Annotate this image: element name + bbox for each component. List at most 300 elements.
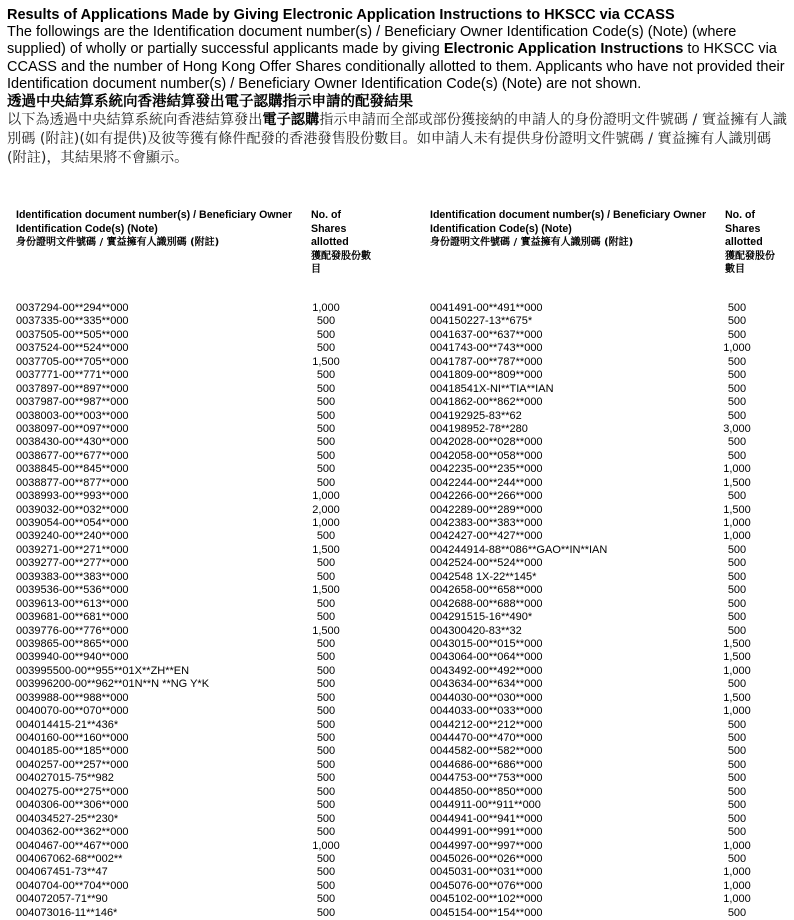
id-number: 004192925-83**62 [430,409,522,422]
table-row [430,369,790,382]
shares-allotted: 500 [316,691,336,704]
id-number: 004198952-78**280 [430,422,528,435]
id-number: 0040275-00**275**000 [16,785,129,798]
id-number: 0039240-00**240**000 [16,530,129,543]
table-row [430,705,790,718]
intro-text-2: to HKSCC via CCASS and the number of Hong Kong Offer Shares conditionally allotted to them. Applicants who have not provided their Identification document number(s) / Beneficiary Owner Identification Code(s) (Note) are not shown. [7,41,785,92]
shares-allotted: 1,500 [723,503,751,516]
table-row [16,369,376,382]
table-row [430,840,790,853]
id-number: 0039776-00**776**000 [16,624,129,637]
table-row [16,665,376,678]
id-number: 0039383-00**383**000 [16,570,129,583]
table-row [16,557,376,570]
shares-allotted: 500 [316,866,336,879]
shares-allotted: 500 [316,705,336,718]
shares-allotted: 500 [316,597,336,610]
table-row [430,342,790,355]
table-row [16,732,376,745]
id-number: 0040704-00**704**000 [16,879,129,892]
shares-allotted: 500 [727,557,747,570]
id-number: 0044753-00**753**000 [430,772,543,785]
shares-allotted: 500 [316,906,336,919]
table-row [16,571,376,584]
id-number: 0037771-00**771**000 [16,369,129,382]
id-number: 0043015-00**015**000 [430,637,543,650]
table-row [430,611,790,624]
chinese-text-2: 指示申請而全部或部份獲接納的申請人的身份證明文件號碼 / 實益擁有人識別碼 (附註)(如有提供)及彼等獲有條件配發的香港發售股份數目。如申請人未有提供身份證明文件號碼 / 實益擁有人識別碼 (附註)，其結果將不會顯示。 [7,112,787,167]
shares-allotted: 500 [316,637,336,650]
intro-paragraph [7,24,789,93]
shares-allotted: 500 [316,745,336,758]
table-row [16,477,376,490]
table-row [430,356,790,369]
id-number: 0037505-00**505**000 [16,328,129,341]
shares-allotted: 500 [316,758,336,771]
table-row [16,490,376,503]
table-row [16,544,376,557]
chinese-text-bold: 電子認購 [262,112,320,129]
left-id-header-en: Identification document number(s) / Beneficiary Owner Identification Code(s) (Note) [16,209,293,235]
table-row [16,651,376,664]
table-row [16,625,376,638]
shares-allotted: 500 [316,785,336,798]
shares-allotted: 500 [316,396,336,409]
id-number: 0038845-00**845**000 [16,463,129,476]
shares-allotted: 500 [316,476,336,489]
id-number: 004067062-68**002** [16,852,123,865]
id-number: 004244914-88**086**GAO**IN**IAN [430,543,608,556]
shares-allotted: 500 [727,369,747,382]
shares-allotted: 500 [316,611,336,624]
chinese-paragraph [7,111,789,168]
table-row [16,907,376,920]
id-number: 0041809-00**809**000 [430,369,543,382]
chinese-text-1: 以下為透過中央結算系統向香港結算發出 [7,112,263,129]
shares-allotted: 500 [316,879,336,892]
shares-allotted: 500 [727,597,747,610]
shares-allotted: 500 [316,812,336,825]
id-number: 0042289-00**289**000 [430,503,543,516]
id-number: 0040070-00**070**000 [16,705,129,718]
intro-text-bold: Electronic Application Instructions [443,41,684,58]
table-row [430,477,790,490]
shares-allotted: 500 [727,490,747,503]
shares-allotted: 500 [727,409,747,422]
table-row [16,840,376,853]
table-row [430,329,790,342]
table-row [430,880,790,893]
shares-allotted: 1,500 [723,651,751,664]
shares-allotted: 500 [316,664,336,677]
id-number: 0042058-00**058**000 [430,449,543,462]
left-id-header-zh: 身份證明文件號碼 / 實益擁有人識別碼 (附註) [16,237,220,248]
table-row [430,638,790,651]
id-number: 003996200-00**962**01N**N **NG Y*K [16,678,210,691]
id-number: 0041491-00**491**000 [430,302,543,314]
id-number: 0043634-00**634**000 [430,678,543,691]
id-number: 0044470-00**470**000 [430,732,543,744]
shares-allotted: 500 [727,812,747,825]
table-row [16,611,376,624]
shares-allotted: 500 [316,530,336,543]
shares-allotted: 500 [316,772,336,785]
shares-allotted: 500 [727,543,747,556]
left-id-header [16,209,296,250]
table-row [16,410,376,423]
table-row [430,772,790,785]
id-number: 0039865-00**865**000 [16,637,129,650]
id-number: 0038430-00**430**000 [16,436,129,449]
table-row [430,813,790,826]
shares-allotted: 500 [727,678,747,691]
intro-text-1: The followings are the Identification document number(s) / Beneficiary Owner Identification Code(s) (Note) (where supplied) of wholly or partially successful applicants made by giving [7,24,737,58]
table-row [16,584,376,597]
right-allotment-list [430,302,790,920]
shares-allotted: 500 [316,409,336,422]
shares-allotted: 1,000 [723,879,751,892]
id-number: 0044911-00**911**000 [430,799,541,812]
shares-allotted: 500 [316,826,336,839]
id-number: 0039536-00**536**000 [16,584,129,597]
table-row [430,866,790,879]
shares-allotted: 500 [316,799,336,812]
table-row [430,799,790,812]
shares-allotted: 1,000 [723,664,751,677]
table-row [430,625,790,638]
shares-allotted: 1,500 [312,624,340,637]
id-number: 0041743-00**743**000 [430,342,543,355]
shares-allotted: 2,000 [312,503,340,516]
shares-allotted: 1,500 [312,584,340,597]
id-number: 0042548 1X-22**145* [430,570,537,583]
shares-allotted: 500 [727,449,747,462]
id-number: 0037987-00**987**000 [16,396,129,409]
shares-allotted: 500 [316,732,336,744]
chinese-title: 透過中央結算系統向香港結算發出電子認購指示申請的配發結果 [7,94,413,111]
shares-allotted: 500 [316,342,336,355]
table-row [430,530,790,543]
shares-allotted: 500 [316,436,336,449]
shares-allotted: 500 [316,382,336,395]
shares-allotted: 500 [727,624,747,637]
right-id-header-en: Identification document number(s) / Beneficiary Owner Identification Code(s) (Note) [430,209,707,235]
left-allotment-list [16,302,376,920]
table-row [16,880,376,893]
table-row [430,598,790,611]
shares-allotted: 500 [316,557,336,570]
id-number: 0041787-00**787**000 [430,355,543,368]
id-number: 0040467-00**467**000 [16,839,129,852]
shares-allotted: 500 [727,570,747,583]
id-number: 0043064-00**064**000 [430,651,543,664]
id-number: 0044582-00**582**000 [430,745,543,758]
id-number: 0044997-00**997**000 [430,839,543,852]
table-row [16,383,376,396]
shares-allotted: 500 [727,785,747,798]
shares-allotted: 500 [316,718,336,731]
id-number: 0045026-00**026**000 [430,852,543,865]
table-row [16,329,376,342]
id-number: 0039681-00**681**000 [16,611,129,624]
table-row [16,759,376,772]
id-number: 0042383-00**383**000 [430,517,543,529]
id-number: 0038097-00**097**000 [16,422,129,435]
shares-allotted: 500 [727,396,747,409]
shares-allotted: 1,000 [723,342,751,355]
id-number: 0038877-00**877**000 [16,476,129,489]
shares-allotted: 500 [727,611,747,624]
shares-allotted: 1,000 [312,302,340,314]
shares-allotted: 500 [727,382,747,395]
id-number: 0039277-00**277**000 [16,557,129,570]
id-number: 0040160-00**160**000 [16,732,129,744]
shares-allotted: 500 [316,893,336,906]
table-row [16,598,376,611]
id-number: 004067451-73**47 [16,866,108,879]
right-id-header [430,209,710,250]
id-number: 0044850-00**850**000 [430,785,543,798]
table-row [16,517,376,530]
id-number: 0038677-00**677**000 [16,449,129,462]
shares-allotted: 500 [316,422,336,435]
table-row [430,571,790,584]
shares-allotted: 500 [727,718,747,731]
shares-allotted: 500 [727,355,747,368]
id-number: 0041637-00**637**000 [430,328,543,341]
table-row [430,423,790,436]
id-number: 0045076-00**076**000 [430,879,543,892]
table-row [430,651,790,664]
id-number: 0044030-00**030**000 [430,691,543,704]
table-row [430,678,790,691]
id-number: 0044941-00**941**000 [430,812,543,825]
id-number: 0045031-00**031**000 [430,866,543,879]
page-title: Results of Applications Made by Giving Electronic Application Instructions to HKSCC via CCASS [7,7,675,23]
shares-allotted: 500 [316,651,336,664]
table-row [16,396,376,409]
shares-allotted: 1,000 [723,866,751,879]
id-number: 0037524-00**524**000 [16,342,129,355]
id-number: 0042658-00**658**000 [430,584,543,597]
table-row [430,490,790,503]
id-number: 0039054-00**054**000 [16,517,129,529]
id-number: 0039988-00**988**000 [16,691,129,704]
table-row [16,356,376,369]
shares-allotted: 1,500 [312,355,340,368]
shares-allotted: 500 [727,436,747,449]
shares-allotted: 500 [316,852,336,865]
table-row [430,302,790,315]
table-row [430,436,790,449]
table-row [16,530,376,543]
id-number: 004150227-13**675* [430,315,533,328]
shares-allotted: 1,000 [312,517,340,529]
table-row [16,463,376,476]
shares-allotted: 500 [727,732,747,744]
id-number: 0040362-00**362**000 [16,826,129,839]
left-shares-header-zh: 獲配發股份數目 [311,250,371,275]
id-number: 004034527-25**230* [16,812,119,825]
shares-allotted: 1,000 [723,839,751,852]
id-number: 004291515-16**490* [430,611,533,624]
id-number: 0042688-00**688**000 [430,597,543,610]
shares-allotted: 500 [727,758,747,771]
table-row [430,759,790,772]
id-number: 004014415-21**436* [16,718,119,731]
table-row [430,786,790,799]
table-row [16,302,376,315]
left-shares-header-en: No. of Shares allotted [311,209,349,248]
shares-allotted: 1,000 [723,517,751,529]
intro-section [7,7,789,168]
shares-allotted: 500 [316,328,336,341]
table-row [430,544,790,557]
table-row [430,665,790,678]
id-number: 0042028-00**028**000 [430,436,543,449]
id-number: 0042266-00**266**000 [430,490,543,503]
shares-allotted: 500 [727,906,747,919]
shares-allotted: 500 [316,369,336,382]
shares-allotted: 1,500 [723,637,751,650]
table-row [430,893,790,906]
shares-allotted: 500 [316,315,336,328]
id-number: 0040185-00**185**000 [16,745,129,758]
id-number: 0039271-00**271**000 [16,543,129,556]
table-row [16,853,376,866]
id-number: 0041862-00**862**000 [430,396,543,409]
id-number: 004300420-83**32 [430,624,522,637]
id-number: 0038003-00**003**000 [16,409,129,422]
id-number: 0038993-00**993**000 [16,490,129,503]
table-row [16,705,376,718]
table-row [430,692,790,705]
id-number: 0044991-00**991**000 [430,826,543,839]
shares-allotted: 500 [727,852,747,865]
shares-allotted: 500 [316,449,336,462]
shares-allotted: 500 [727,328,747,341]
table-row [16,719,376,732]
id-number: 0037294-00**294**000 [16,302,129,314]
table-row [430,907,790,920]
id-number: 0042244-00**244**000 [430,476,543,489]
table-row [16,678,376,691]
table-row [16,826,376,839]
right-id-header-zh: 身份證明文件號碼 / 實益擁有人識別碼 (附註) [430,237,634,248]
id-number: 0045154-00**154**000 [430,906,543,919]
table-row [16,745,376,758]
shares-allotted: 500 [727,772,747,785]
table-row [16,315,376,328]
table-row [16,866,376,879]
shares-allotted: 1,500 [723,476,751,489]
shares-allotted: 1,000 [312,839,340,852]
shares-allotted: 500 [316,570,336,583]
id-number: 0037705-00**705**000 [16,355,129,368]
id-number: 0042235-00**235**000 [430,463,543,476]
id-number: 0037897-00**897**000 [16,382,129,395]
shares-allotted: 500 [727,826,747,839]
shares-allotted: 500 [727,799,747,812]
shares-allotted: 1,500 [312,543,340,556]
id-number: 0042524-00**524**000 [430,557,543,570]
table-row [430,504,790,517]
table-row [430,584,790,597]
id-number: 0037335-00**335**000 [16,315,129,328]
id-number: 0043492-00**492**000 [430,664,543,677]
id-number: 0039032-00**032**000 [16,503,129,516]
shares-allotted: 500 [727,584,747,597]
table-row [16,786,376,799]
shares-allotted: 1,000 [723,530,751,543]
table-row [430,557,790,570]
id-number: 0039613-00**613**000 [16,597,129,610]
left-shares-header [311,209,373,277]
table-row [16,504,376,517]
shares-allotted: 1,000 [723,463,751,476]
right-shares-header-zh: 獲配發股份數目 [725,250,775,275]
shares-allotted: 1,000 [312,490,340,503]
table-row [430,745,790,758]
table-row [430,315,790,328]
table-row [16,813,376,826]
id-number: 00418541X-NI**TIA**IAN [430,382,554,395]
id-number: 0044686-00**686**000 [430,758,543,771]
table-row [16,638,376,651]
table-row [16,436,376,449]
id-number: 0044033-00**033**000 [430,705,543,718]
table-row [16,799,376,812]
id-number: 0040257-00**257**000 [16,758,129,771]
table-row [16,450,376,463]
id-number: 0042427-00**427**000 [430,530,543,543]
id-number: 0044212-00**212**000 [430,718,543,731]
table-row [430,383,790,396]
id-number: 0040306-00**306**000 [16,799,129,812]
shares-allotted: 3,000 [723,422,751,435]
id-number: 004073016-11**146* [16,906,118,919]
shares-allotted: 1,000 [723,705,751,718]
shares-allotted: 500 [727,745,747,758]
table-row [430,463,790,476]
table-row [16,692,376,705]
table-row [16,423,376,436]
table-row [430,853,790,866]
table-row [16,893,376,906]
table-row [16,772,376,785]
table-row [430,719,790,732]
id-number: 003995500-00**955**01X**ZH**EN [16,664,190,677]
table-row [430,396,790,409]
table-row [430,450,790,463]
table-row [430,732,790,745]
right-shares-header [725,209,777,277]
id-number: 0045102-00**102**000 [430,893,543,906]
id-number: 004027015-75**982 [16,772,114,785]
table-row [16,342,376,355]
right-shares-header-en: No. of Shares allotted [725,209,763,248]
shares-allotted: 500 [316,678,336,691]
table-row [430,826,790,839]
id-number: 0039940-00**940**000 [16,651,129,664]
shares-allotted: 1,500 [723,691,751,704]
shares-allotted: 1,000 [723,893,751,906]
shares-allotted: 500 [316,463,336,476]
shares-allotted: 500 [727,315,747,328]
table-row [430,517,790,530]
table-row [430,410,790,423]
shares-allotted: 500 [727,302,747,314]
